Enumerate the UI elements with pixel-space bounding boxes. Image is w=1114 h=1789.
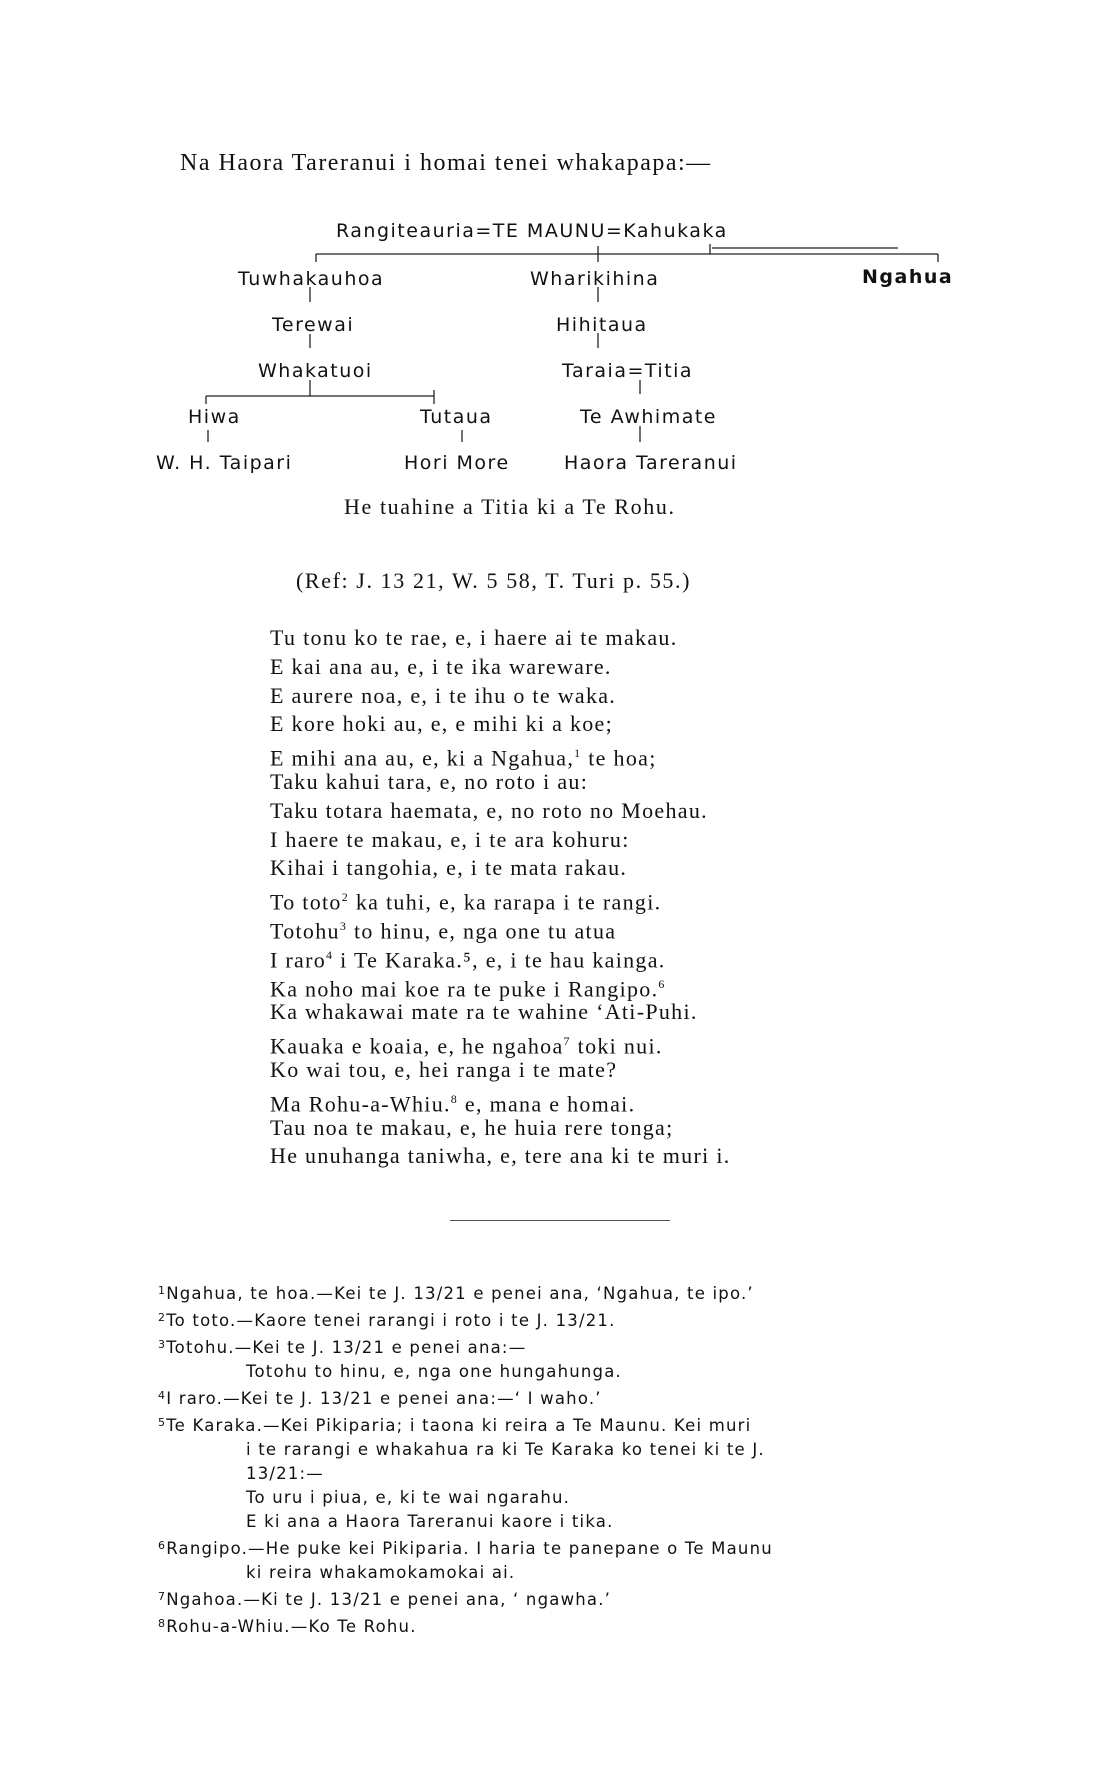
footnote-reference: 2 xyxy=(341,890,350,905)
genealogy-taraia-titia: Taraia=Titia xyxy=(562,360,694,382)
footnote xyxy=(158,1384,773,1411)
genealogy-haora-tareranui: Haora Tareranui xyxy=(564,452,738,474)
footnote-reference: 8 xyxy=(450,1091,459,1106)
footnote-text: Ngahua, te hoa.—Kei te J. 13/21 e penei ana, ‘Ngahua, te ipo.’ xyxy=(166,1284,754,1303)
footnote-text: Rangipo.—He puke kei Pikiparia. I haria te panepane o Te Maunu xyxy=(166,1539,773,1558)
genealogy-whakatuoi: Whakatuoi xyxy=(258,360,373,382)
footnote-text: Totohu.—Kei te J. 13/21 e penei ana:— xyxy=(166,1338,527,1357)
footnote-continuation: To uru i piua, e, ki te wai ngarahu. xyxy=(246,1488,571,1507)
verse-text: Ka noho mai koe ra te puke i Rangipo. xyxy=(270,975,659,1001)
footnote-continuation: Totohu to hinu, e, nga one hungahunga. xyxy=(246,1362,622,1381)
verse-text: toki nui. xyxy=(570,1033,663,1059)
verse-line: E kore hoki au, e, e mihi ki a koe; xyxy=(270,711,614,737)
footnote-text: I raro.—Kei te J. 13/21 e penei ana:—‘ I waho.’ xyxy=(166,1389,602,1408)
footnote-marker: 4 xyxy=(158,1389,167,1402)
footnote-text: Te Karaka.—Kei Pikiparia; i taona ki reira a Te Maunu. Kei muri xyxy=(166,1416,752,1435)
verse-text: to hinu, e, nga one tu atua xyxy=(347,918,617,944)
footnote-marker: 6 xyxy=(158,1539,167,1552)
verse-text: e, mana e homai. xyxy=(458,1091,636,1117)
verse-line: Taku totara haemata, e, no roto no Moehau. xyxy=(270,797,708,823)
verse-line: He unuhanga taniwha, e, tere ana ki te muri i. xyxy=(270,1143,731,1169)
verse-line: Tu tonu ko te rae, e, i haere ai te makau. xyxy=(270,625,678,650)
verse-line: Tau noa te makau, e, he huia rere tonga; xyxy=(270,1114,674,1140)
footnote-continuation: 13/21:— xyxy=(246,1464,325,1483)
genealogy-hori-more: Hori More xyxy=(404,452,510,474)
footnote-reference: 7 xyxy=(563,1034,571,1049)
poem-verses xyxy=(270,624,731,1171)
section-divider xyxy=(450,1220,670,1221)
verse-line xyxy=(270,883,731,915)
verse-text: Ma Rohu-a-Whiu. xyxy=(270,1091,451,1117)
footnote-text: Ngahoa.—Ki te J. 13/21 e penei ana, ‘ ngawha.’ xyxy=(166,1590,612,1609)
footnote xyxy=(158,1306,773,1333)
genealogy-tutaua: Tutaua xyxy=(420,406,493,428)
genealogy-hiwa: Hiwa xyxy=(188,406,241,428)
genealogy-wharikihina: Wharikihina xyxy=(530,268,660,290)
footnote-text: Rohu-a-Whiu.—Ko Te Rohu. xyxy=(166,1617,417,1636)
verse-line: Taku kahui tara, e, no roto i au: xyxy=(270,768,589,794)
footnote-marker: 2 xyxy=(158,1311,167,1324)
verse-text: Totohu xyxy=(270,918,340,944)
footnote-marker: 8 xyxy=(158,1617,167,1630)
genealogy-tuwhakauhoa: Tuwhakauhoa xyxy=(238,268,385,290)
footnote xyxy=(158,1333,773,1360)
genealogy-te-awhimate: Te Awhimate xyxy=(580,406,717,428)
verse-text: i Te Karaka.⁵, e, i te hau kainga. xyxy=(333,947,666,973)
footnote-continuation: E ki ana a Haora Tareranui kaore i tika. xyxy=(246,1512,614,1531)
footnote-reference: 4 xyxy=(326,947,334,962)
page-heading: Na Haora Tareranui i homai tenei whakapapa:— xyxy=(180,150,712,176)
reference-line: (Ref: J. 13 21, W. 5 58, T. Turi p. 55.) xyxy=(296,568,692,593)
genealogy-top-line: Rangiteauria=TE MAUNU=Kahukaka xyxy=(336,220,728,242)
genealogy-connector-lines xyxy=(0,0,1114,500)
verse-text: te hoa; xyxy=(581,745,657,771)
footnote-reference: 6 xyxy=(658,976,666,991)
verse-line: E kai ana au, e, i te ika wareware. xyxy=(270,653,612,679)
footnote xyxy=(158,1279,773,1306)
genealogy-terewai: Terewai xyxy=(272,314,355,336)
footnote-marker: 3 xyxy=(158,1338,167,1351)
footnote-marker: 7 xyxy=(158,1590,167,1603)
footnote xyxy=(158,1585,773,1612)
verse-line: E aurere noa, e, i te ihu o te waka. xyxy=(270,682,617,708)
verse-line xyxy=(270,941,731,973)
footnote-marker: 5 xyxy=(158,1416,167,1429)
verse-text: E mihi ana au, e, ki a Ngahua, xyxy=(270,745,575,771)
sister-note: He tuahine a Titia ki a Te Rohu. xyxy=(344,494,676,519)
verse-line xyxy=(270,1085,731,1117)
genealogy-ngahua: Ngahua xyxy=(862,266,954,288)
verse-text: ka tuhi, e, ka rarapa i te rangi. xyxy=(349,889,662,915)
verse-line: Ka whakawai mate ra te wahine ‘Ati-Puhi. xyxy=(270,999,698,1025)
footnote xyxy=(158,1534,773,1561)
verse-text: To toto xyxy=(270,889,342,915)
verse-line xyxy=(270,970,731,999)
verse-line xyxy=(270,739,731,771)
footnote-reference: 3 xyxy=(339,918,348,933)
verse-line: Ko wai tou, e, hei ranga i te mate? xyxy=(270,1056,618,1082)
footnote-text: To toto.—Kaore tenei rarangi i roto i te J. 13/21. xyxy=(166,1311,616,1330)
verse-text: Kauaka e koaia, e, he ngahoa xyxy=(270,1033,564,1059)
footnote xyxy=(158,1411,773,1438)
footnotes xyxy=(158,1279,773,1639)
footnote-reference: 1 xyxy=(574,746,582,761)
genealogy-wh-taipari: W. H. Taipari xyxy=(156,452,293,474)
verse-line xyxy=(270,1027,731,1059)
footnote-marker: 1 xyxy=(158,1284,167,1297)
genealogy-hihitaua: Hihitaua xyxy=(556,314,648,336)
footnote-continuation: i te rarangi e whakahua ra ki Te Karaka ko tenei ki te J. xyxy=(246,1440,765,1459)
footnote xyxy=(158,1612,773,1639)
footnote-continuation: ki reira whakamokamokai ai. xyxy=(246,1563,516,1582)
verse-line: Kihai i tangohia, e, i te mata rakau. xyxy=(270,855,628,881)
verse-line xyxy=(270,912,731,944)
verse-line: I haere te makau, e, i te ara kohuru: xyxy=(270,826,630,852)
verse-text: I raro xyxy=(270,947,327,973)
